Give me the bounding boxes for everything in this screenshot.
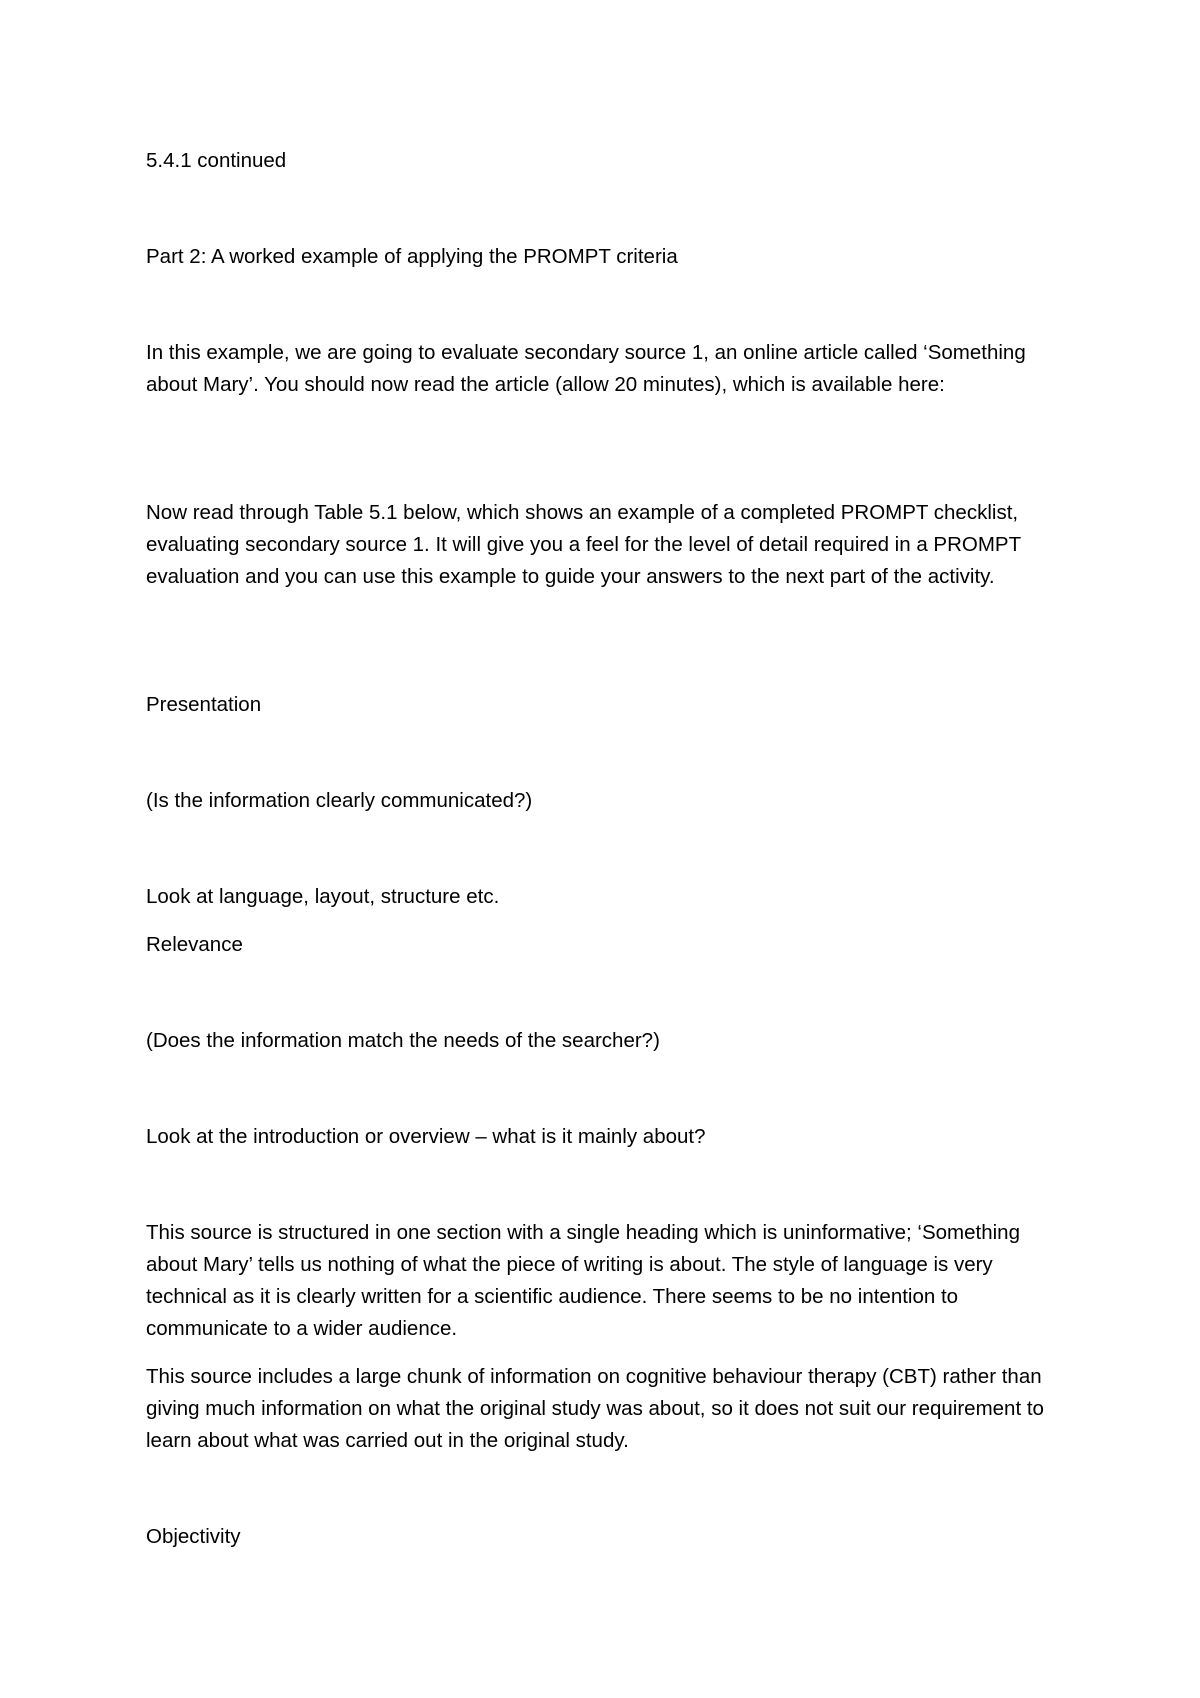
relevance-heading: Relevance	[146, 933, 243, 956]
part-heading: Part 2: A worked example of applying the PROMPT criteria	[146, 245, 678, 268]
presentation-question: (Is the information clearly communicated?)	[146, 789, 533, 812]
relevance-evaluation: This source includes a large chunk of information on cognitive behaviour therapy (CBT) rather than giving much information on what the original study was about, so it does not suit our requirement to learn about what was carried out in the original study.	[146, 1365, 1044, 1452]
relevance-hint: Look at the introduction or overview – what is it mainly about?	[146, 1125, 706, 1148]
intro-paragraph: In this example, we are going to evaluate secondary source 1, an online article called ‘Something about Mary’. You should now read the article (allow 20 minutes), which is available here:	[146, 341, 1026, 396]
presentation-hint: Look at language, layout, structure etc.	[146, 885, 500, 908]
section-number: 5.4.1 continued	[146, 149, 287, 172]
presentation-heading: Presentation	[146, 693, 262, 716]
relevance-question: (Does the information match the needs of the searcher?)	[146, 1029, 660, 1052]
instruction-paragraph: Now read through Table 5.1 below, which shows an example of a completed PROMPT checklist, evaluating secondary source 1. It will give you a feel for the level of detail required in a PROMPT evaluation and you can use this example to guide your answers to the next part of the activity.	[146, 501, 1021, 588]
presentation-evaluation: This source is structured in one section with a single heading which is uninformative; ‘Something about Mary’ tells us nothing of what the piece of writing is about. The style of language is very technical as it is clearly written for a scientific audience. There seems to be no intention to communicate to a wider audience.	[146, 1221, 1020, 1340]
objectivity-heading: Objectivity	[146, 1525, 241, 1548]
